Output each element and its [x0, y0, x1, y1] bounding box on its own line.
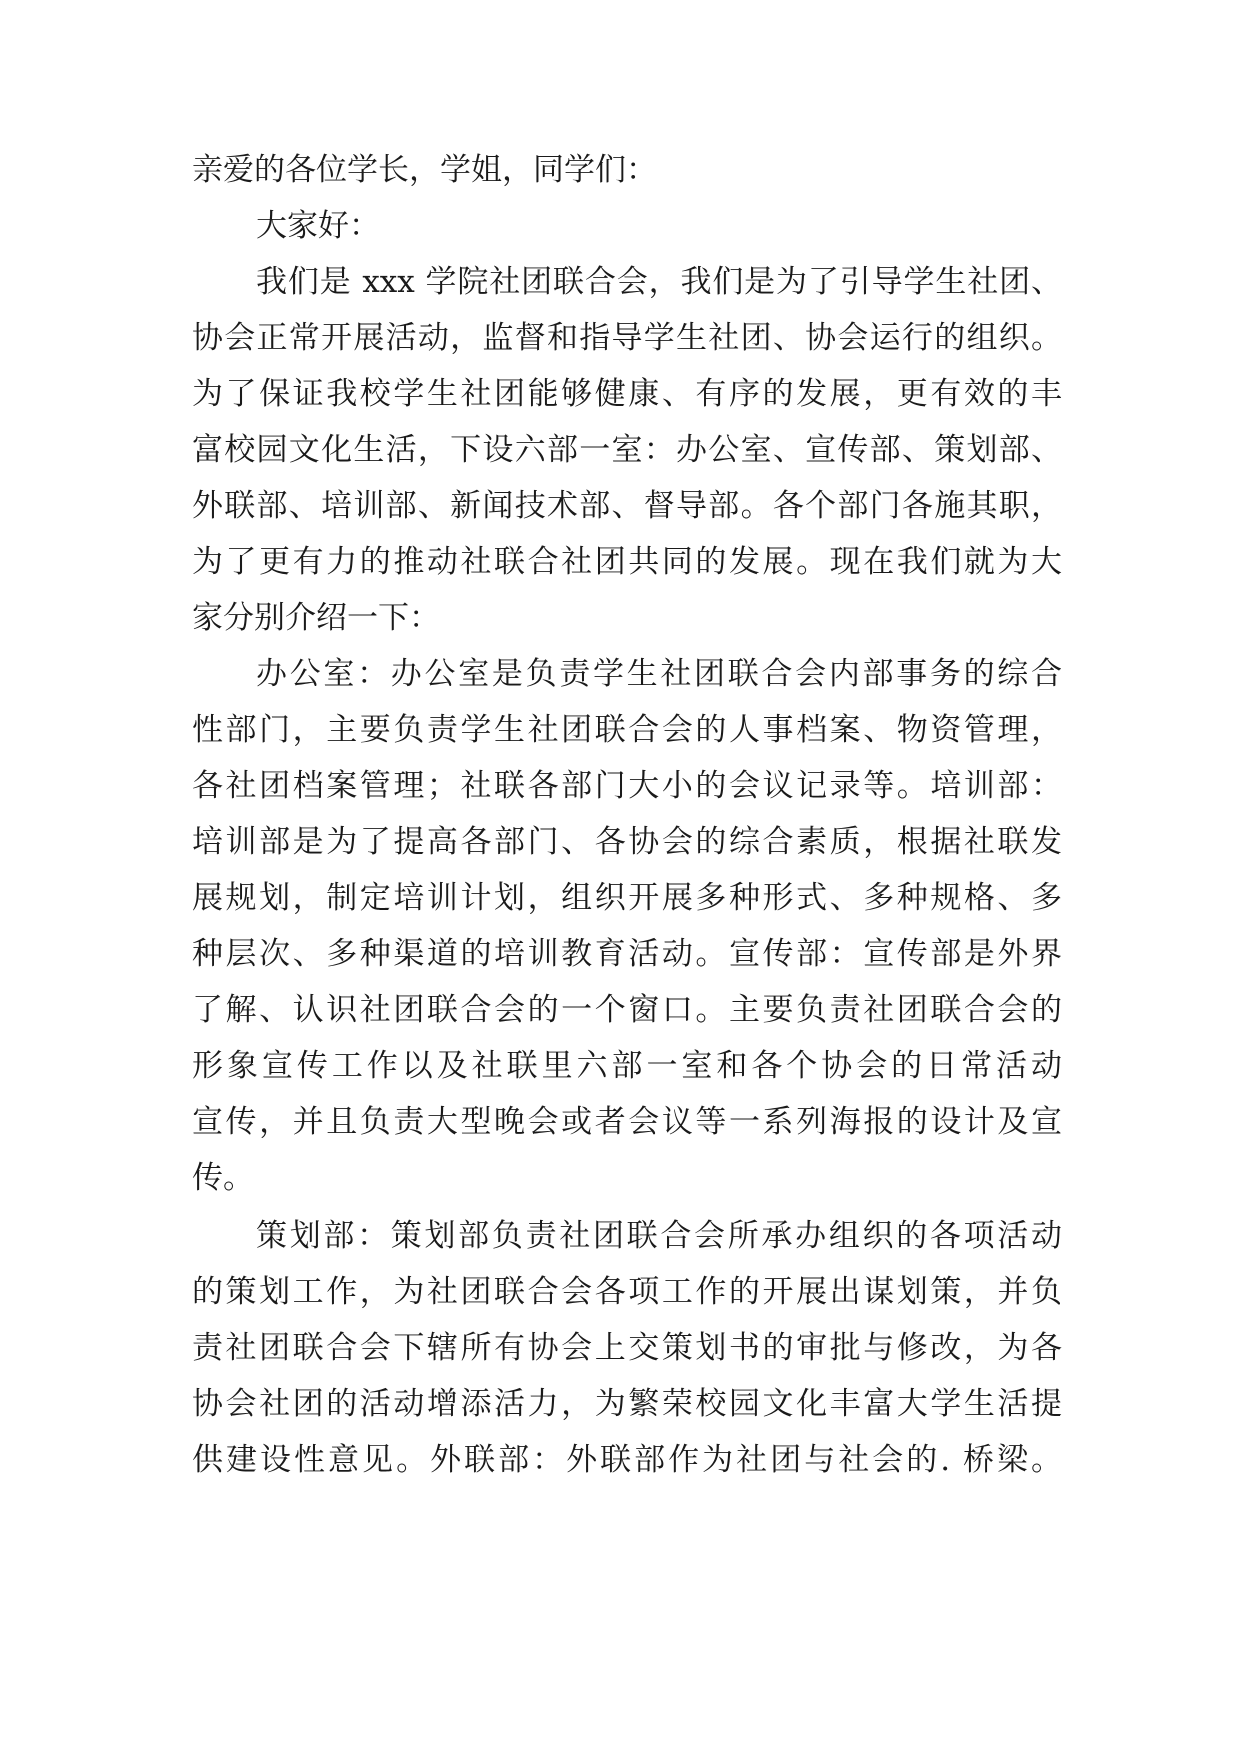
paragraph-line: 家分别介绍一下：	[192, 600, 440, 636]
paragraph-line: 宣传，并且负责大型晚会或者会议等一系列海报的设计及宣	[192, 1104, 1062, 1140]
paragraph-line: 责社团联合会下辖所有协会上交策划书的审批与修改，为各	[192, 1330, 1062, 1366]
paragraph-line: 的策划工作，为社团联合会各项工作的开展出谋划策，并负	[192, 1274, 1062, 1310]
paragraph-line: 为了保证我校学生社团能够健康、有序的发展，更有效的丰	[192, 376, 1062, 412]
paragraph-line: 了解、认识社团联合会的一个窗口。主要负责社团联合会的	[192, 992, 1062, 1028]
paragraph-line: 展规划，制定培训计划，组织开展多种形式、多种规格、多	[192, 880, 1062, 916]
paragraph-line: 为了更有力的推动社联合社团共同的发展。现在我们就为大	[192, 544, 1062, 580]
paragraph-line: 传。	[192, 1160, 254, 1196]
paragraph-line: 性部门，主要负责学生社团联合会的人事档案、物资管理，	[192, 712, 1062, 748]
paragraph-line: 办公室：办公室是负责学生社团联合会内部事务的综合	[256, 656, 1062, 692]
salutation-line: 亲爱的各位学长，学姐，同学们：	[192, 152, 657, 188]
paragraph-line: 培训部是为了提高各部门、各协会的综合素质，根据社联发	[192, 824, 1062, 860]
paragraph-line: 各社团档案管理；社联各部门大小的会议记录等。培训部：	[192, 768, 1062, 804]
paragraph-line: 种层次、多种渠道的培训教育活动。宣传部：宣传部是外界	[192, 936, 1062, 972]
paragraph-line: 策划部：策划部负责社团联合会所承办组织的各项活动	[256, 1218, 1062, 1254]
paragraph-line: 供建设性意见。外联部：外联部作为社团与社会的. 桥梁。	[192, 1442, 1062, 1478]
paragraph-line: 富校园文化生活，下设六部一室：办公室、宣传部、策划部、	[192, 432, 1062, 468]
paragraph-line: 协会社团的活动增添活力，为繁荣校园文化丰富大学生活提	[192, 1386, 1062, 1422]
paragraph-line: 形象宣传工作以及社联里六部一室和各个协会的日常活动	[192, 1048, 1062, 1084]
paragraph-line: 外联部、培训部、新闻技术部、督导部。各个部门各施其职，	[192, 488, 1062, 524]
paragraph-line: 我们是 xxx 学院社团联合会，我们是为了引导学生社团、	[256, 264, 1062, 300]
greeting-line: 大家好：	[256, 208, 380, 244]
paragraph-line: 协会正常开展活动，监督和指导学生社团、协会运行的组织。	[192, 320, 1062, 356]
